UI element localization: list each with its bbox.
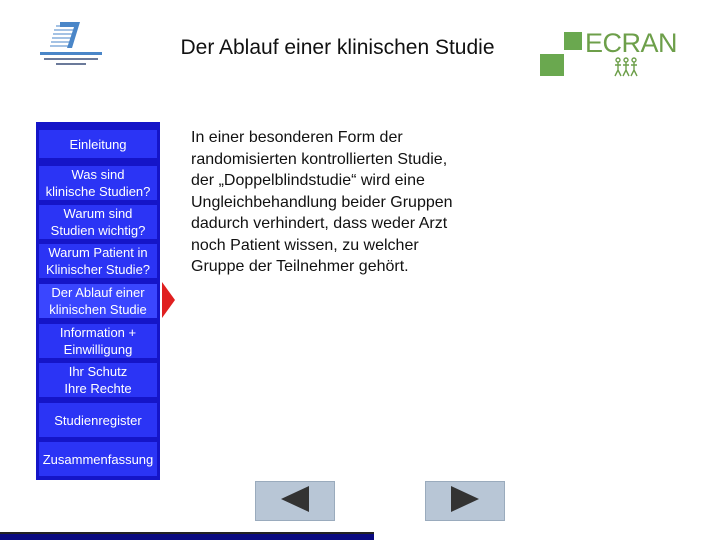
fp7-logo-icon: [36, 18, 106, 70]
footer-bar: [0, 532, 374, 540]
sidebar-item-was-sind-klinische-studien[interactable]: Was sind klinische Studien?: [39, 166, 157, 200]
ecran-logo-icon: [540, 28, 678, 80]
main-text: In einer besonderen Form der randomisierten kontrollierten Studie, der „Doppelblindstudie“ wird eine Ungleichbehandlung beider Gruppen dadurch verhindert, dass weder Arzt noch Patient wissen, zu welcher Gruppe der Teilnehmer gehört.: [191, 129, 453, 275]
triangle-right-icon: [445, 484, 485, 519]
back-button[interactable]: [255, 481, 335, 521]
sidebar-item-zusammenfassung[interactable]: Zusammenfassung: [39, 442, 157, 476]
people-icon: [612, 56, 640, 81]
sidebar-item-warum-sind-studien-wichtig[interactable]: Warum sind Studien wichtig?: [39, 205, 157, 239]
sidebar-nav: [36, 122, 160, 480]
page-title: Der Ablauf einer klinischen Studie: [180, 36, 495, 59]
sidebar-item-information-einwilligung[interactable]: Information + Einwilligung: [39, 324, 157, 358]
active-item-pointer-icon: [162, 282, 175, 318]
sidebar-item-warum-patient[interactable]: Warum Patient in Klinischer Studie?: [39, 244, 157, 278]
sidebar-item-ihr-schutz[interactable]: Ihr Schutz Ihre Rechte: [39, 363, 157, 397]
sidebar-item-einleitung[interactable]: Einleitung: [39, 130, 157, 158]
sidebar-item-ablauf[interactable]: Der Ablauf einer klinischen Studie: [39, 284, 157, 318]
forward-button[interactable]: [425, 481, 505, 521]
triangle-left-icon: [275, 484, 315, 519]
ecran-logo-text: ECRAN: [585, 28, 678, 58]
sidebar-item-studienregister[interactable]: Studienregister: [39, 403, 157, 437]
